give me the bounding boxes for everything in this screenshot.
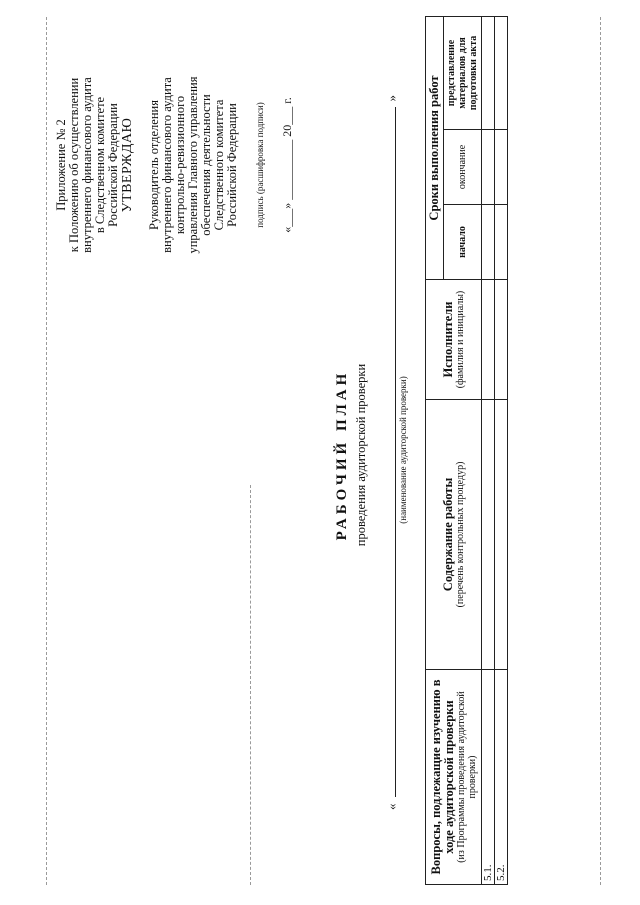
appendix-line-5: Российской Федерации <box>106 103 120 227</box>
approver-line-1: Руководитель отделения <box>147 100 161 230</box>
table-cell <box>482 130 495 205</box>
table-header-row-1 <box>426 16 444 884</box>
table-cell <box>495 16 508 129</box>
audit-name-blank-line <box>385 108 396 798</box>
signature-caption: подпись (расшифровка подписи) <box>255 102 265 228</box>
header-deadlines-group: Сроки выполнения работ <box>426 16 444 279</box>
approver-line-4: управления Главного управления <box>186 76 200 254</box>
cut-line-mid <box>250 485 251 885</box>
approver-line-6: Следственного комитета <box>212 99 226 231</box>
appendix-line-4: в Следственном комитете <box>93 96 107 234</box>
header-executors-note: (фамилия и инициалы) <box>454 290 466 389</box>
work-plan-table <box>425 16 508 885</box>
approver-line-5: обеспечения деятельности <box>199 94 213 236</box>
table-cell <box>482 400 495 670</box>
table-cell <box>482 205 495 280</box>
appendix-header <box>55 15 120 315</box>
header-work-content-note: (перечень контрольных процедур) <box>454 461 466 608</box>
table-cell <box>495 205 508 280</box>
header-work-content-title: Содержание работы <box>440 477 455 592</box>
table-cell <box>495 280 508 400</box>
table-cell <box>482 16 495 129</box>
document-subtitle: проведения аудиторской проверки <box>354 363 368 547</box>
table-cell <box>495 400 508 670</box>
date-line: «___» __________ 20___ г. <box>280 97 294 233</box>
table-row <box>482 16 495 884</box>
approve-heading: УТВЕРЖДАЮ <box>120 117 135 213</box>
appendix-line-2: к Положению об осуществлении <box>67 77 81 253</box>
header-work-content <box>426 400 482 670</box>
approver-line-7: Российской Федерации <box>225 103 239 227</box>
header-questions <box>426 670 482 885</box>
header-end: окончание <box>444 130 482 205</box>
approver-line-3: контрольно-ревизионного <box>173 95 187 235</box>
header-questions-note: (из Программы проведения аудиторской проверки) <box>455 691 478 863</box>
header-materials: представление материалов для подготовки акта <box>444 16 482 129</box>
header-start: начало <box>444 205 482 280</box>
approver-position <box>148 15 239 315</box>
audit-name-caption: (наименование аудиторской проверки) <box>398 376 408 524</box>
row-number: 5.1. <box>482 670 495 885</box>
table-cell <box>495 130 508 205</box>
row-number: 5.2. <box>495 670 508 885</box>
audit-open-quote: « <box>384 803 399 810</box>
cut-line-top <box>46 17 47 885</box>
header-executors <box>426 280 482 400</box>
table-row <box>495 16 508 884</box>
audit-close-quote: » <box>384 95 399 102</box>
appendix-line-1: Приложение № 2 <box>54 119 68 211</box>
approver-line-2: внутреннего финансового аудита <box>160 77 174 253</box>
cut-line-bottom <box>600 17 601 885</box>
table-cell <box>482 280 495 400</box>
appendix-line-3: внутреннего финансового аудита <box>80 77 94 253</box>
header-executors-title: Исполнители <box>440 301 455 378</box>
header-questions-title: Вопросы, подлежащие изучению в ходе аудиторской проверки <box>428 679 456 875</box>
document-title: РАБОЧИЙ ПЛАН <box>334 369 350 541</box>
